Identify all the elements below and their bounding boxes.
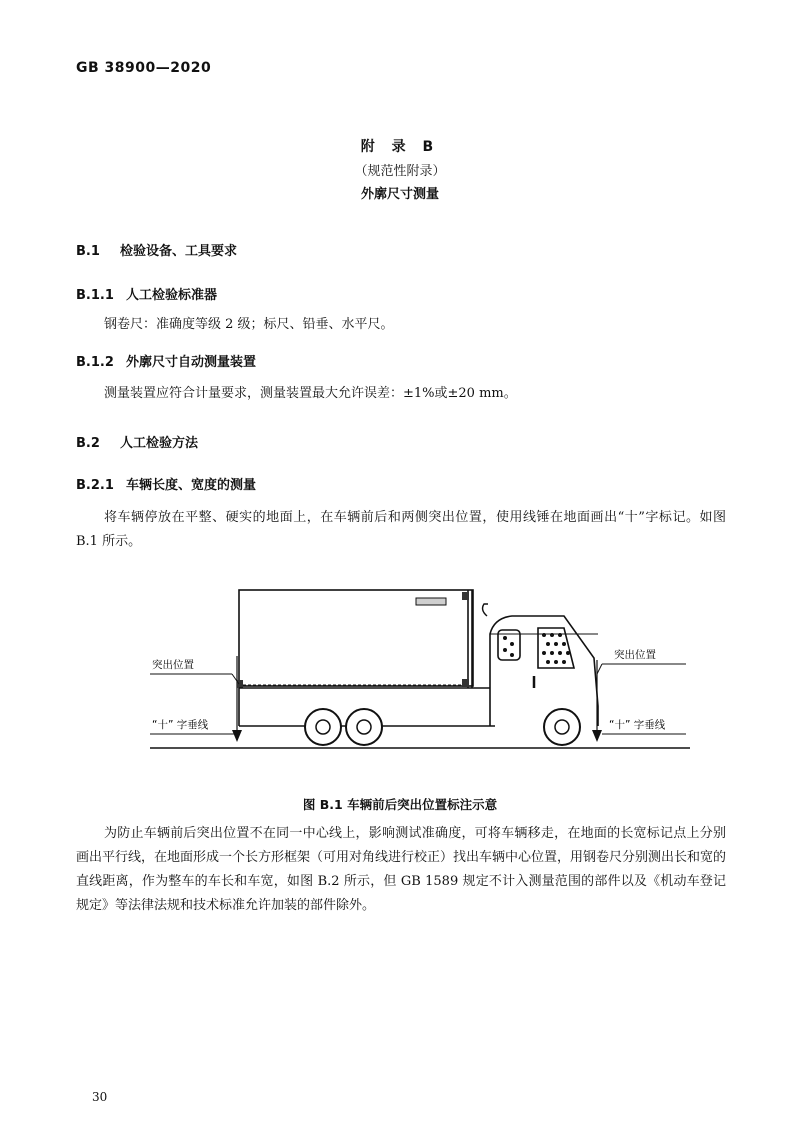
front-cross-label: “十” 字垂线 [609, 719, 666, 731]
section-b12-text: 测量装置应符合计量要求，测量装置最大允许误差：±1%或±20 mm。 [104, 386, 517, 401]
section-title: 人工检验标准器 [126, 288, 218, 303]
section-b11-text: 钢卷尺：准确度等级 2 级；标尺、铅垂、水平尺。 [104, 317, 394, 332]
rear-wheel-2 [346, 709, 382, 745]
section-b21-heading [76, 474, 256, 493]
rear-plumb-line [232, 656, 242, 742]
section-title: 人工检验方法 [120, 436, 199, 451]
section-b12-heading [76, 351, 256, 370]
appendix-name: 外廓尺寸测量 [360, 187, 439, 202]
section-number: B.1.2 [76, 355, 114, 370]
rear-wheel-1 [305, 709, 341, 745]
cargo-box [237, 590, 473, 688]
rear-cross-label: “十” 字垂线 [152, 719, 209, 731]
appendix-type: （规范性附录） [354, 164, 446, 179]
section-title: 外廓尺寸自动测量装置 [126, 355, 257, 370]
section-b1-heading [76, 240, 237, 259]
cab [483, 604, 598, 726]
figure-caption: 图 B.1 车辆前后突出位置标注示意 [302, 797, 498, 812]
section-number: B.2.1 [76, 478, 114, 493]
section-title: 检验设备、工具要求 [120, 244, 238, 259]
section-b21-text: 将车辆停放在平整、硬实的地面上，在车辆前后和两侧突出位置，使用线锤在地面画出“十”字标记。如图 B.1 所示。 [76, 510, 726, 549]
rear-protrusion-label: 突出位置 [152, 659, 194, 671]
section-b2-heading [76, 432, 198, 451]
section-title: 车辆长度、宽度的测量 [126, 478, 257, 493]
section-number: B.1 [76, 244, 100, 259]
appendix-title: 附 录 B [360, 139, 440, 155]
section-number: B.2 [76, 436, 100, 451]
standard-code: GB 38900—2020 [76, 60, 212, 76]
section-number: B.1.1 [76, 288, 114, 303]
section-b11-heading [76, 284, 217, 303]
vehicle-protrusion-figure [150, 578, 690, 763]
front-protrusion-label: 突出位置 [614, 649, 656, 661]
page-number: 30 [92, 1090, 108, 1104]
paragraph-after-figure: 为防止车辆前后突出位置不在同一中心线上，影响测试准确度，可将车辆移走，在地面的长宽标记点上分别画出平行线，在地面形成一个长方形框架（可用对角线进行校正）找出车辆中心位置，用钢卷尺分别测出长和宽的直线距离，作为整车的车长和车宽，如图 B.2 所示，但 GB 1589 规定不计入测量范围的部件以及《机动车登记规定》等法律法规和技术标准允许加装的部件除外。 [76, 826, 727, 913]
front-wheel [544, 709, 580, 745]
